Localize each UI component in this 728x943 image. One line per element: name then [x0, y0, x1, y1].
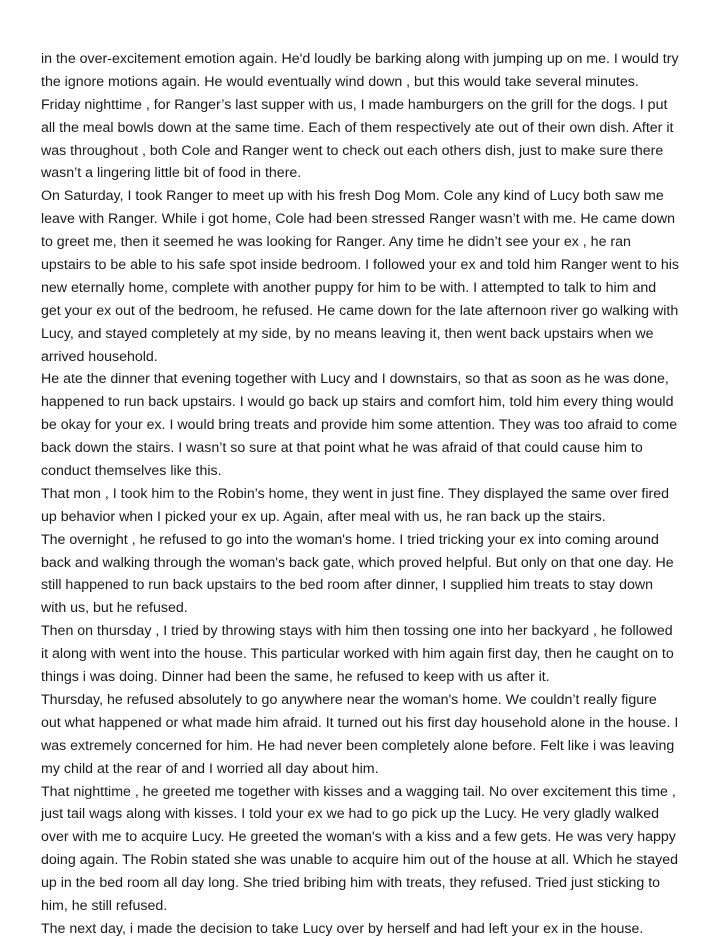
text-line: was throughout , both Cole and Ranger went to check out each others dish, just to make sure there	[41, 142, 664, 159]
text-line: in the over-excitement emotion again. He'd loudly be barking along with jumping up on me. I would try	[41, 51, 679, 67]
text-line: it along with went into the house. This particular worked with him again first day, then he caught on to	[41, 646, 674, 663]
text-line: back down the stairs. I wasn’t so sure at that point what he was afraid of that could cause him to	[41, 440, 643, 457]
text-line: That mon , I took him to the Robin’s home, they went in just fine. They displayed the same over fired	[41, 485, 669, 502]
text-line: get your ex out of the bedroom, he refused. He came down for the late afternoon river go walking with	[41, 302, 679, 319]
text-line: was extremely concerned for him. He had never been completely alone before. Felt like i was leaving	[41, 737, 675, 754]
text-line: conduct themselves like this.	[41, 463, 222, 480]
text-line: him, he still refused.	[41, 897, 168, 914]
text-line: wasn’t a lingering little bit of food in there.	[41, 165, 302, 182]
text-line: to greet me, then it seemed he was looking for Ranger. Any time he didn’t see your ex , he ran	[41, 234, 631, 251]
text-line: still happened to run back upstairs to the bed room after dinner, I supplied him treats to stay down	[41, 577, 653, 594]
text-line: happened to run back upstairs. I would go back up stairs and comfort him, told him every thing would	[41, 394, 674, 411]
text-line: things i was doing. Dinner had been the same, he refused to keep with us after it.	[41, 669, 550, 686]
text-line: arrived household.	[41, 348, 158, 365]
text-line: just tail wags along with kisses. I told your ex we had to go pick up the Lucy. He very gladly walked	[41, 806, 659, 823]
text-line: out what happened or what made him afraid. It turned out his first day household alone in the house. I	[41, 714, 679, 731]
text-line: new eternally home, complete with another puppy for him to be with. I attempted to talk to him and	[41, 279, 657, 296]
text-line: up in the bed room all day long. She tried bribing him with treats, they refused. Tried just sticking to	[41, 875, 661, 892]
text-line: doing again. The Robin stated she was unable to acquire him out of the house at all. Which he stayed	[41, 852, 679, 869]
text-line: On Saturday, I took Ranger to meet up with his fresh Dog Mom. Cole any kind of Lucy both saw me	[41, 188, 664, 205]
text-line: Thursday, he refused absolutely to go anywhere near the woman's home. We couldn’t really figure	[41, 691, 657, 708]
text-line: my child at the rear of and I worried all day about him.	[41, 760, 379, 777]
text-line: all the meal bowls down at the same time. Each of them respectively ate out of their own dish. After it	[41, 119, 674, 136]
text-line: with us, but he refused.	[41, 600, 188, 617]
document-body	[41, 48, 701, 941]
text-line: Friday nighttime , for Ranger’s last supper with us, I made hamburgers on the grill for the dogs. I put	[41, 96, 668, 113]
text-line: Then on thursday , I tried by throwing stays with him then tossing one into her backyard , he followed	[41, 623, 673, 640]
text-line: That nighttime , he greeted me together with kisses and a wagging tail. No over excitement this time ,	[41, 783, 676, 800]
text-line: back and walking through the woman's back gate, which proved helpful. But only on that one day. He	[41, 554, 674, 571]
text-line: be okay for your ex. I would bring treats and provide him some attention. They was too afraid to come	[41, 417, 678, 434]
text-line: leave with Ranger. While i got home, Cole had been stressed Ranger wasn’t with me. He came down	[41, 211, 676, 228]
text-line: The overnight , he refused to go into the woman's home. I tried tricking your ex into coming around	[41, 531, 659, 548]
text-line: over with me to acquire Lucy. He greeted the woman's with a kiss and a few gets. He was very happy	[41, 829, 676, 846]
text-line: He ate the dinner that evening together with Lucy and I downstairs, so that as soon as he was done,	[41, 371, 669, 388]
text-line: The next day, i made the decision to take Lucy over by herself and had left your ex in the house.	[41, 920, 644, 937]
text-line: upstairs to be able to his safe spot inside bedroom. I followed your ex and told him Ranger went to his	[41, 257, 680, 274]
text-line: Lucy, and stayed completely at my side, by no means leaving it, then went back upstairs when we	[41, 325, 654, 342]
text-line: the ignore motions again. He would eventually wind down , but this would take several minutes.	[41, 73, 639, 90]
text-line: up behavior when I picked your ex up. Again, after meal with us, he ran back up the stairs.	[41, 508, 606, 525]
